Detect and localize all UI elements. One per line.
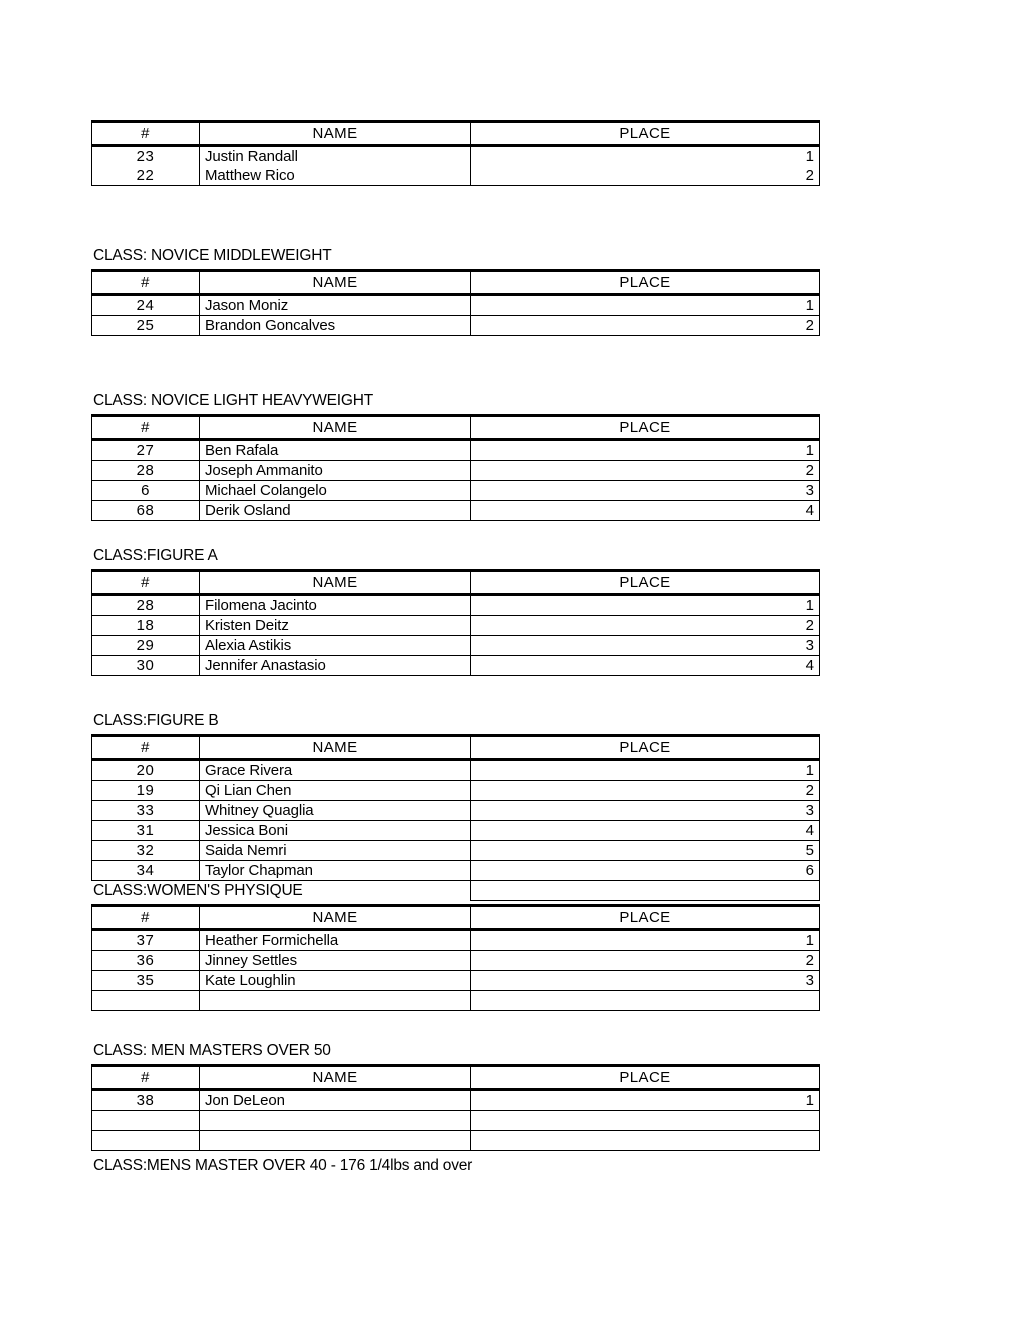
competitor-place: 2 (471, 781, 820, 801)
competitor-name: Filomena Jacinto (200, 595, 471, 616)
competitor-number: 19 (92, 781, 200, 801)
empty-cell (471, 1131, 820, 1151)
results-section (91, 546, 819, 676)
competitor-number: 20 (92, 760, 200, 781)
table-row (92, 295, 820, 316)
column-header-number: # (92, 416, 200, 440)
competitor-name: Ben Rafala (200, 440, 471, 461)
competitor-name: Kate Loughlin (200, 971, 471, 991)
table-header-row (92, 736, 820, 760)
class-heading: CLASS:FIGURE B (93, 712, 219, 729)
competitor-number: 24 (92, 295, 200, 316)
table-row (92, 501, 820, 521)
column-header-place: PLACE (471, 271, 820, 295)
competitor-number: 25 (92, 316, 200, 336)
table-row (92, 440, 820, 461)
results-table (91, 269, 820, 336)
column-header-number: # (92, 122, 200, 146)
empty-cell (92, 1131, 200, 1151)
column-header-number: # (92, 906, 200, 930)
table-row (92, 616, 820, 636)
results-table (91, 734, 820, 901)
competitor-name: Whitney Quaglia (200, 801, 471, 821)
table-row (92, 595, 820, 616)
competitor-place: 6 (471, 861, 820, 881)
competitor-number: 36 (92, 951, 200, 971)
table-row (92, 760, 820, 781)
competitor-name: Brandon Goncalves (200, 316, 471, 336)
empty-cell (200, 1131, 471, 1151)
competitor-number: 32 (92, 841, 200, 861)
competitor-number: 29 (92, 636, 200, 656)
competitor-name: Jon DeLeon (200, 1090, 471, 1111)
column-header-name: NAME (200, 736, 471, 760)
table-row (92, 316, 820, 336)
class-heading-trailing: CLASS:MENS MASTER OVER 40 - 176 1/4lbs and over (93, 1157, 473, 1174)
competitor-number: 34 (92, 861, 200, 881)
competitor-number: 6 (92, 481, 200, 501)
column-header-number: # (92, 571, 200, 595)
table-row (92, 951, 820, 971)
column-header-place: PLACE (471, 571, 820, 595)
table-row (92, 801, 820, 821)
table-row (92, 781, 820, 801)
competitor-place: 2 (471, 316, 820, 336)
class-heading: CLASS:WOMEN'S PHYSIQUE (93, 882, 303, 899)
column-header-place: PLACE (471, 416, 820, 440)
competitor-name: Jinney Settles (200, 951, 471, 971)
table-header-row (92, 271, 820, 295)
results-table (91, 904, 820, 1011)
class-heading: CLASS: MEN MASTERS OVER 50 (93, 1042, 331, 1059)
results-section (91, 881, 819, 1011)
competitor-name: Heather Formichella (200, 930, 471, 951)
competitor-number: 18 (92, 616, 200, 636)
competitor-place: 1 (471, 146, 820, 167)
column-header-name: NAME (200, 416, 471, 440)
column-header-name: NAME (200, 571, 471, 595)
competitor-place: 5 (471, 841, 820, 861)
table-row (92, 930, 820, 951)
table-row (92, 146, 820, 167)
column-header-place: PLACE (471, 122, 820, 146)
competitor-name: Michael Colangelo (200, 481, 471, 501)
competitor-name: Jason Moniz (200, 295, 471, 316)
results-table (91, 414, 820, 521)
table-header-row (92, 571, 820, 595)
table-row (92, 481, 820, 501)
competitor-number: 28 (92, 595, 200, 616)
competitor-place: 1 (471, 595, 820, 616)
table-header-row (92, 416, 820, 440)
table-row (92, 971, 820, 991)
results-table (91, 569, 820, 676)
competitor-name: Taylor Chapman (200, 861, 471, 881)
competitor-place: 2 (471, 166, 820, 186)
column-header-number: # (92, 271, 200, 295)
competitor-name: Justin Randall (200, 146, 471, 167)
competitor-name: Alexia Astikis (200, 636, 471, 656)
table-row (92, 861, 820, 881)
competitor-number: 31 (92, 821, 200, 841)
competitor-name: Jennifer Anastasio (200, 656, 471, 676)
column-header-number: # (92, 1066, 200, 1090)
empty-cell (471, 991, 820, 1011)
competitor-number: 33 (92, 801, 200, 821)
competitor-place: 3 (471, 636, 820, 656)
table-row (92, 656, 820, 676)
competitor-number: 30 (92, 656, 200, 676)
column-header-name: NAME (200, 271, 471, 295)
competitor-number: 23 (92, 146, 200, 167)
table-row (92, 841, 820, 861)
results-table (91, 1064, 820, 1151)
competitor-number: 27 (92, 440, 200, 461)
competitor-name: Kristen Deitz (200, 616, 471, 636)
table-header-row (92, 1066, 820, 1090)
competitor-name: Grace Rivera (200, 760, 471, 781)
results-section (91, 120, 819, 186)
competitor-place: 2 (471, 616, 820, 636)
competitor-place: 4 (471, 821, 820, 841)
empty-cell (471, 1111, 820, 1131)
results-section (91, 246, 819, 336)
empty-cell (92, 1111, 200, 1131)
competitor-place: 1 (471, 930, 820, 951)
table-row (92, 636, 820, 656)
results-table (91, 120, 820, 186)
competitor-place: 2 (471, 461, 820, 481)
results-section (91, 1041, 819, 1151)
table-row-empty (92, 1111, 820, 1131)
class-heading: CLASS: NOVICE LIGHT HEAVYWEIGHT (93, 392, 374, 409)
results-section (91, 391, 819, 521)
competitor-name: Derik Osland (200, 501, 471, 521)
competitor-name: Jessica Boni (200, 821, 471, 841)
competitor-number: 22 (92, 166, 200, 186)
table-header-row (92, 906, 820, 930)
competitor-place: 2 (471, 951, 820, 971)
competitor-number: 38 (92, 1090, 200, 1111)
competitor-name: Joseph Ammanito (200, 461, 471, 481)
table-row (92, 821, 820, 841)
table-row-empty (92, 991, 820, 1011)
column-header-place: PLACE (471, 906, 820, 930)
column-header-number: # (92, 736, 200, 760)
competitor-place: 1 (471, 760, 820, 781)
table-row (92, 461, 820, 481)
empty-cell (200, 1111, 471, 1131)
table-row (92, 166, 820, 186)
competitor-place: 4 (471, 501, 820, 521)
competitor-place: 4 (471, 656, 820, 676)
empty-cell (200, 991, 471, 1011)
competitor-number: 28 (92, 461, 200, 481)
competitor-place: 1 (471, 1090, 820, 1111)
results-section (91, 711, 819, 901)
competitor-place: 1 (471, 440, 820, 461)
competitor-place: 3 (471, 801, 820, 821)
competitor-place: 3 (471, 481, 820, 501)
table-header-row (92, 122, 820, 146)
column-header-name: NAME (200, 906, 471, 930)
competitor-number: 35 (92, 971, 200, 991)
empty-cell (92, 991, 200, 1011)
class-heading: CLASS: NOVICE MIDDLEWEIGHT (93, 247, 332, 264)
column-header-name: NAME (200, 1066, 471, 1090)
competitor-number: 37 (92, 930, 200, 951)
table-row-empty (92, 1131, 820, 1151)
column-header-name: NAME (200, 122, 471, 146)
column-header-place: PLACE (471, 736, 820, 760)
competitor-name: Saida Nemri (200, 841, 471, 861)
column-header-place: PLACE (471, 1066, 820, 1090)
competitor-name: Matthew Rico (200, 166, 471, 186)
table-row (92, 1090, 820, 1111)
class-heading: CLASS:FIGURE A (93, 547, 218, 564)
competitor-place: 3 (471, 971, 820, 991)
competitor-number: 68 (92, 501, 200, 521)
competitor-name: Qi Lian Chen (200, 781, 471, 801)
competitor-place: 1 (471, 295, 820, 316)
